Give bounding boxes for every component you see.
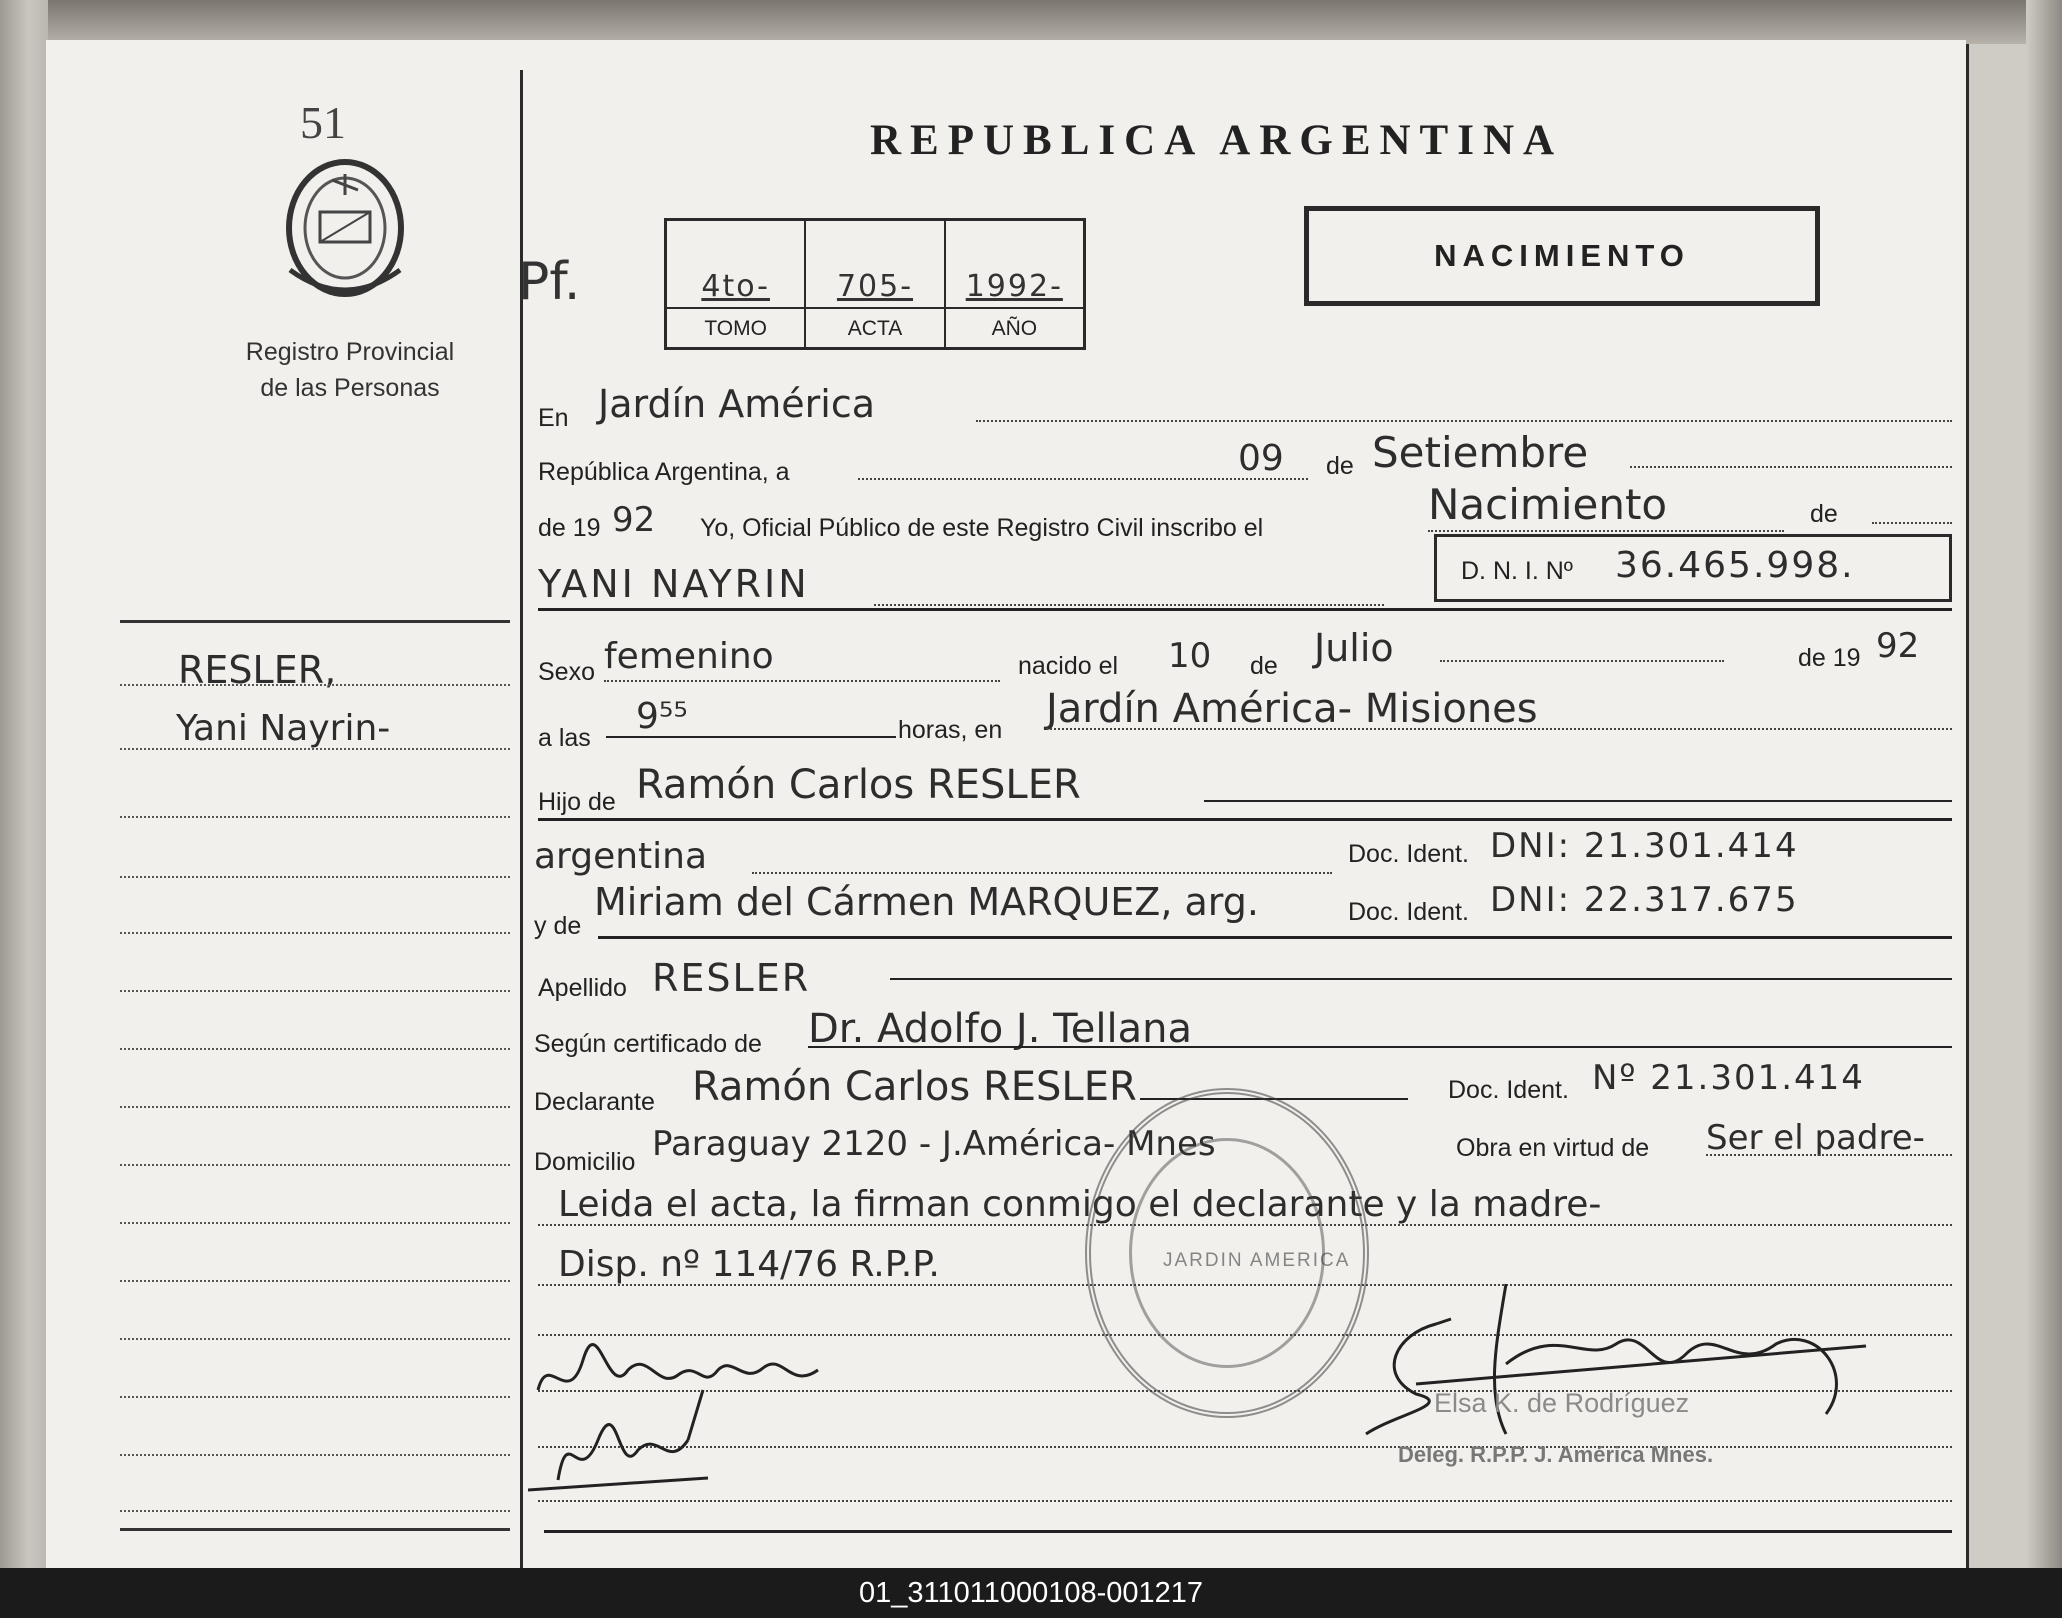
fill-line — [752, 872, 1332, 874]
stub-line — [120, 876, 510, 878]
fill-line — [1204, 800, 1952, 802]
de-label: de — [1326, 452, 1354, 480]
fill-line — [1872, 522, 1952, 524]
lugar-value: Jardín América — [598, 382, 876, 426]
fill-line — [1630, 466, 1952, 468]
acta-label: ACTA — [847, 317, 903, 340]
dni-value: 36.465.998. — [1615, 545, 1855, 586]
registry-name — [200, 334, 500, 406]
lugar-nac-value: Jardín América- Misiones — [1046, 686, 1538, 732]
registry-line-1: Registro Provincial — [245, 338, 455, 366]
madre-doc-value: DNI: 22.317.675 — [1490, 880, 1799, 920]
section-rule — [538, 608, 1952, 611]
fill-line — [606, 736, 896, 738]
margin-surname: RESLER, — [178, 648, 337, 692]
padre-value: Ramón Carlos RESLER — [636, 762, 1081, 808]
tomo-label: TOMO — [704, 317, 767, 340]
stub-bottom-rule — [120, 1528, 510, 1531]
declarante-doc-value: Nº 21.301.414 — [1592, 1058, 1865, 1098]
republica-label: República Argentina, a — [538, 458, 790, 486]
official-title: Deleg. R.P.P. J. América Mnes. — [1398, 1442, 1714, 1467]
book-top-edge — [0, 0, 2062, 44]
acta-value: 705- — [836, 269, 914, 304]
tomo-value: 4to- — [701, 269, 770, 304]
dni-box — [1434, 534, 1952, 602]
declarante-doc-label: Doc. Ident. — [1448, 1076, 1569, 1104]
y-de-label: y de — [534, 912, 582, 940]
fill-line — [874, 604, 1384, 606]
mes-value: Setiembre — [1372, 428, 1589, 477]
official-name: Elsa K. de Rodríguez — [1434, 1388, 1690, 1418]
stub-line — [120, 1280, 510, 1282]
sexo-label: Sexo — [538, 658, 595, 686]
stub-top-rule — [120, 620, 510, 623]
stub-line — [120, 1222, 510, 1224]
stub-line — [120, 932, 510, 934]
stub-line — [120, 1454, 510, 1456]
ano-cell — [946, 221, 1083, 347]
domicilio-label: Domicilio — [534, 1148, 636, 1176]
fill-line — [976, 420, 1952, 422]
cell-divider — [946, 307, 1083, 309]
de-label-3: de — [1250, 652, 1278, 680]
stub-line — [120, 1164, 510, 1166]
tomo-cell — [667, 221, 806, 347]
obra-value: Ser el padre- — [1706, 1118, 1925, 1158]
declarante-value: Ramón Carlos RESLER — [692, 1064, 1137, 1110]
stub-line — [120, 816, 510, 818]
a-las-label: a las — [538, 724, 591, 752]
declarante-signature-icon — [528, 1330, 858, 1500]
sexo-value: femenino — [604, 636, 774, 677]
inscribo-value: Nacimiento — [1428, 480, 1668, 529]
official-signature-icon — [1356, 1264, 1876, 1454]
fill-line — [808, 1046, 1952, 1048]
fill-line — [1440, 660, 1724, 662]
record-type-box: NACIMIENTO — [1304, 206, 1820, 306]
fill-line — [1706, 1154, 1952, 1156]
folio-number: 51 — [300, 97, 346, 148]
margin-names: Yani Nayrin- — [176, 708, 391, 749]
stamp-text: JARDIN AMERICA — [1163, 1250, 1351, 1271]
obra-label: Obra en virtud de — [1456, 1134, 1650, 1162]
apellido-label: Apellido — [538, 974, 627, 1002]
inscribo-label: Yo, Oficial Público de este Registro Civil inscribo el — [700, 514, 1264, 542]
provincial-seal-icon — [270, 150, 420, 310]
fill-line — [1428, 530, 1784, 532]
registry-line-2: de las Personas — [260, 374, 440, 402]
nacido-dia: 10 — [1168, 636, 1212, 676]
record-reference-table — [664, 218, 1086, 350]
nacido-label: nacido el — [1018, 652, 1119, 680]
madre-value: Miriam del Cármen MARQUEZ, arg. — [594, 880, 1259, 924]
stub-line — [120, 748, 510, 750]
nacido-mes: Julio — [1314, 626, 1394, 670]
nota-1: Leida el acta, la firman conmigo el declarante y la madre- — [558, 1184, 1602, 1225]
fill-line — [604, 680, 1000, 682]
anio-suffix: 92 — [612, 500, 656, 540]
fill-line — [538, 1500, 1952, 1502]
registry-stamp — [1085, 1088, 1369, 1418]
de19-label: de 19 — [538, 514, 601, 542]
page-right-rule — [1966, 44, 1969, 1568]
de19b-label: de 19 — [1798, 644, 1861, 672]
padre-nac-value: argentina — [534, 836, 708, 877]
stub-line — [120, 684, 510, 686]
pf-mark: Pf. — [518, 252, 581, 312]
nombre-value: YANI NAYRIN — [538, 562, 810, 606]
stub-line — [120, 1048, 510, 1050]
domicilio-value: Paraguay 2120 - J.América- Mnes — [652, 1124, 1216, 1164]
scan-identifier: 01_311011000108-001217 — [858, 1577, 1204, 1609]
declarante-label: Declarante — [534, 1088, 655, 1116]
stub-line — [120, 1338, 510, 1340]
hora-value: 9⁵⁵ — [636, 696, 688, 737]
stub-line — [120, 990, 510, 992]
dia-value: 09 — [1238, 438, 1284, 479]
bottom-rule — [544, 1530, 1952, 1533]
padre-doc-value: DNI: 21.301.414 — [1490, 826, 1799, 866]
book-binding — [0, 0, 48, 1568]
horas-label: horas, en — [898, 716, 1003, 744]
fill-line — [1046, 728, 1952, 730]
section-rule — [598, 936, 1952, 939]
doc-ident-label-2: Doc. Ident. — [1348, 898, 1469, 926]
ano-label: AÑO — [991, 317, 1038, 340]
certificado-label: Según certificado de — [534, 1030, 762, 1058]
apellido-value: RESLER — [652, 956, 811, 1000]
cell-divider — [667, 307, 804, 309]
stub-line — [120, 1106, 510, 1108]
acta-cell — [806, 221, 945, 347]
nacido-anio-suffix: 92 — [1876, 626, 1920, 666]
ano-value: 1992- — [965, 269, 1063, 304]
fill-line — [890, 978, 1952, 980]
section-rule — [538, 818, 1952, 821]
stub-line — [120, 1396, 510, 1398]
nota-2: Disp. nº 114/76 R.P.P. — [558, 1244, 940, 1285]
stub-line — [120, 1510, 510, 1512]
book-right-edge — [2026, 0, 2062, 1568]
country-title: REPUBLICA ARGENTINA — [870, 117, 1564, 164]
en-label: En — [538, 404, 569, 432]
hijo-label: Hijo de — [538, 788, 616, 816]
cell-divider — [806, 307, 943, 309]
doc-ident-label: Doc. Ident. — [1348, 840, 1469, 868]
certificado-value: Dr. Adolfo J. Tellana — [808, 1006, 1192, 1052]
de-label-2: de — [1810, 500, 1838, 528]
dni-label: D. N. I. Nº — [1461, 557, 1573, 585]
